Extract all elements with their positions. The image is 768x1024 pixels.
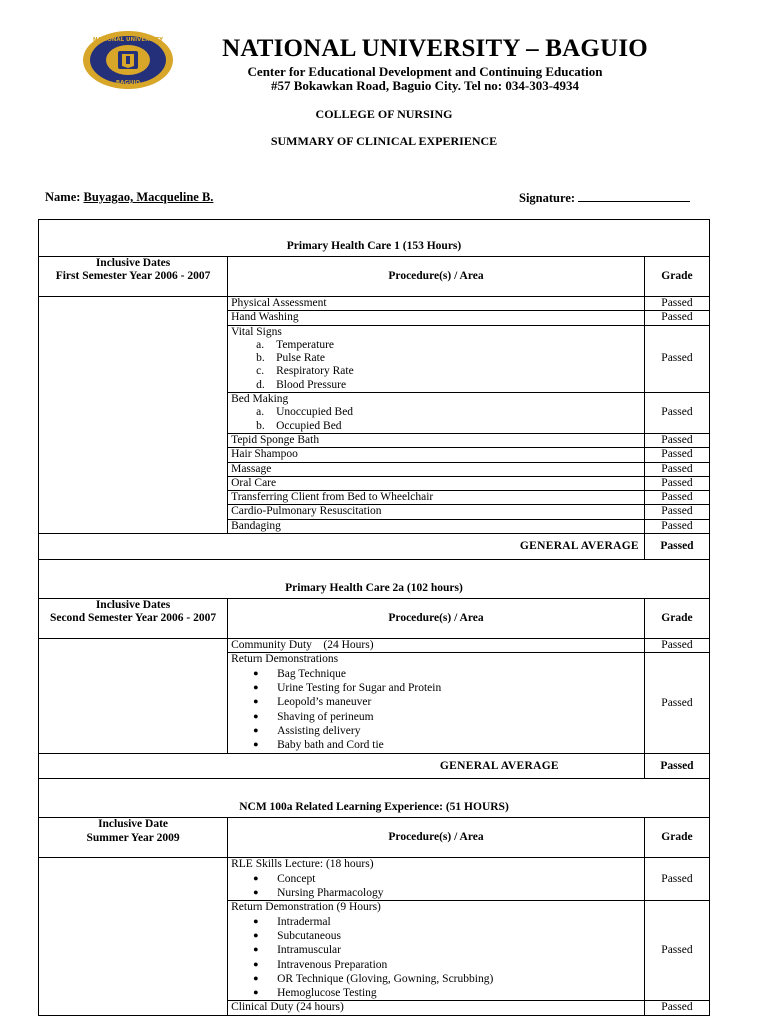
dates-value: Summer Year 2009 xyxy=(86,831,180,844)
table-header-row xyxy=(39,599,710,639)
procedure-cell: Hand Washing xyxy=(228,311,645,325)
section-title: Primary Health Care 1 (153 Hours) xyxy=(39,220,710,257)
general-average-value: Passed xyxy=(644,754,709,779)
sub-item: a. Temperature xyxy=(256,338,335,351)
general-average-label: GENERAL AVERAGE xyxy=(39,534,645,560)
bullet-item: ● Subcutaneous xyxy=(253,929,341,942)
dates-blank-cell xyxy=(39,858,228,1015)
grade-header: Grade xyxy=(644,257,709,297)
procedure-label: Vital Signs xyxy=(231,325,282,338)
procedure-cell: Hair Shampoo xyxy=(228,448,645,462)
procedure-cell: Transferring Client from Bed to Wheelchair xyxy=(228,491,645,505)
university-title: NATIONAL UNIVERSITY – BAGUIO xyxy=(222,35,648,62)
section-title-row xyxy=(39,220,710,257)
table-row xyxy=(39,297,710,311)
grade-header: Grade xyxy=(644,599,709,639)
signature-line xyxy=(578,190,690,202)
dates-label: Inclusive Dates xyxy=(95,599,171,612)
grade-cell: Passed xyxy=(644,519,709,533)
procedure-cell xyxy=(228,901,645,1001)
dates-label: Inclusive Dates xyxy=(95,257,171,269)
bullet-item: ● Nursing Pharmacology xyxy=(253,887,384,900)
grade-cell: Passed xyxy=(644,476,709,490)
sub-item: c. Respiratory Rate xyxy=(256,365,354,378)
dates-blank-cell xyxy=(39,639,228,754)
bullet-item: ● Leopold’s maneuver xyxy=(253,696,372,709)
procedure-header: Procedure(s) / Area xyxy=(228,257,645,297)
grade-header: Grade xyxy=(644,818,709,858)
table-header-row xyxy=(39,257,710,297)
college-name: COLLEGE OF NURSING xyxy=(315,107,453,121)
signature-label: Signature: xyxy=(519,191,576,205)
grade-cell: Passed xyxy=(644,325,709,392)
section-title: Primary Health Care 2a (102 hours) xyxy=(39,560,710,599)
bullet-item: ● OR Technique (Gloving, Gowning, Scrubbing) xyxy=(253,972,494,985)
bullet-item: ● Intravenous Preparation xyxy=(253,958,388,971)
grade-cell: Passed xyxy=(644,639,709,653)
dates-value: Second Semester Year 2006 - 2007 xyxy=(49,612,217,625)
grade-cell: Passed xyxy=(644,653,709,754)
table-row xyxy=(39,858,710,901)
address: #57 Bokawkan Road, Baguio City. Tel no: 034-303-4934 xyxy=(270,78,580,93)
procedure-cell: Oral Care xyxy=(228,476,645,490)
bullet-item: ● Hemoglucose Testing xyxy=(253,987,377,1000)
grade-cell: Passed xyxy=(644,858,709,901)
grade-cell: Passed xyxy=(644,491,709,505)
grade-cell: Passed xyxy=(644,505,709,519)
general-average-value: Passed xyxy=(644,534,709,560)
procedure-cell xyxy=(228,858,645,901)
grade-cell: Passed xyxy=(644,901,709,1001)
procedure-cell: Cardio-Pulmonary Resuscitation xyxy=(228,505,645,519)
procedure-label: Return Demonstration (9 Hours) xyxy=(231,901,381,914)
university-seal-logo xyxy=(82,30,174,90)
procedure-cell: Physical Assessment xyxy=(228,297,645,311)
procedure-cell: Tepid Sponge Bath xyxy=(228,433,645,447)
seal-text-bottom: BAGUIO xyxy=(115,80,141,86)
section-title-row xyxy=(39,779,710,818)
signature-row xyxy=(519,190,690,206)
bullet-item: ● Baby bath and Cord tie xyxy=(253,739,384,752)
sub-item: b. Pulse Rate xyxy=(256,352,325,365)
sub-item: d. Blood Pressure xyxy=(256,378,347,391)
procedure-cell xyxy=(228,325,645,392)
procedure-cell: Clinical Duty (24 hours) xyxy=(228,1001,645,1015)
sub-item: a. Unoccupied Bed xyxy=(256,406,354,419)
inclusive-dates-header xyxy=(39,599,228,639)
procedure-cell: Bandaging xyxy=(228,519,645,533)
sub-item: b. Occupied Bed xyxy=(256,419,342,432)
bullet-item: ● Shaving of perineum xyxy=(253,710,374,723)
procedure-label: RLE Skills Lecture: (18 hours) xyxy=(231,858,374,871)
grade-cell: Passed xyxy=(644,297,709,311)
table-header-row xyxy=(39,818,710,858)
section-title-row xyxy=(39,560,710,599)
general-average-label: GENERAL AVERAGE xyxy=(39,754,645,779)
bullet-item: ● Assisting delivery xyxy=(253,724,361,737)
document-title: SUMMARY OF CLINICAL EXPERIENCE xyxy=(270,134,498,148)
center-name: Center for Educational Development and Continuing Education xyxy=(247,64,603,79)
bullet-item: ● Concept xyxy=(253,872,316,885)
clinical-experience-table xyxy=(38,219,710,1016)
student-name: Buyagao, Macqueline B. xyxy=(83,190,214,204)
grade-cell: Passed xyxy=(644,393,709,434)
procedure-cell: Community Duty (24 Hours) xyxy=(228,639,645,653)
procedure-cell: Massage xyxy=(228,462,645,476)
grade-cell: Passed xyxy=(644,462,709,476)
bullet-item: ● Urine Testing for Sugar and Protein xyxy=(253,681,442,694)
dates-value: First Semester Year 2006 - 2007 xyxy=(55,270,211,283)
procedure-header: Procedure(s) / Area xyxy=(228,599,645,639)
procedure-label: Return Demonstrations xyxy=(231,653,339,666)
seal-text-top: NATIONAL UNIVERSITY xyxy=(92,37,164,43)
procedure-cell xyxy=(228,393,645,434)
general-average-row xyxy=(39,754,710,779)
general-average-row xyxy=(39,534,710,560)
bullet-item: ● Intradermal xyxy=(253,915,331,928)
procedure-header: Procedure(s) / Area xyxy=(228,818,645,858)
inclusive-dates-header xyxy=(39,818,228,858)
section-title: NCM 100a Related Learning Experience: (51 HOURS) xyxy=(39,779,710,818)
dates-label: Inclusive Date xyxy=(98,818,169,831)
name-label: Name: xyxy=(45,190,81,204)
grade-cell: Passed xyxy=(644,311,709,325)
grade-cell: Passed xyxy=(644,448,709,462)
table-row xyxy=(39,639,710,653)
dates-blank-cell xyxy=(39,297,228,534)
procedure-cell xyxy=(228,653,645,754)
bullet-item: ● Intramuscular xyxy=(253,944,341,957)
grade-cell: Passed xyxy=(644,1001,709,1015)
inclusive-dates-header xyxy=(39,257,228,297)
student-name-row xyxy=(45,190,213,205)
grade-cell: Passed xyxy=(644,433,709,447)
procedure-label: Bed Making xyxy=(231,393,289,406)
bullet-item: ● Bag Technique xyxy=(253,667,347,680)
